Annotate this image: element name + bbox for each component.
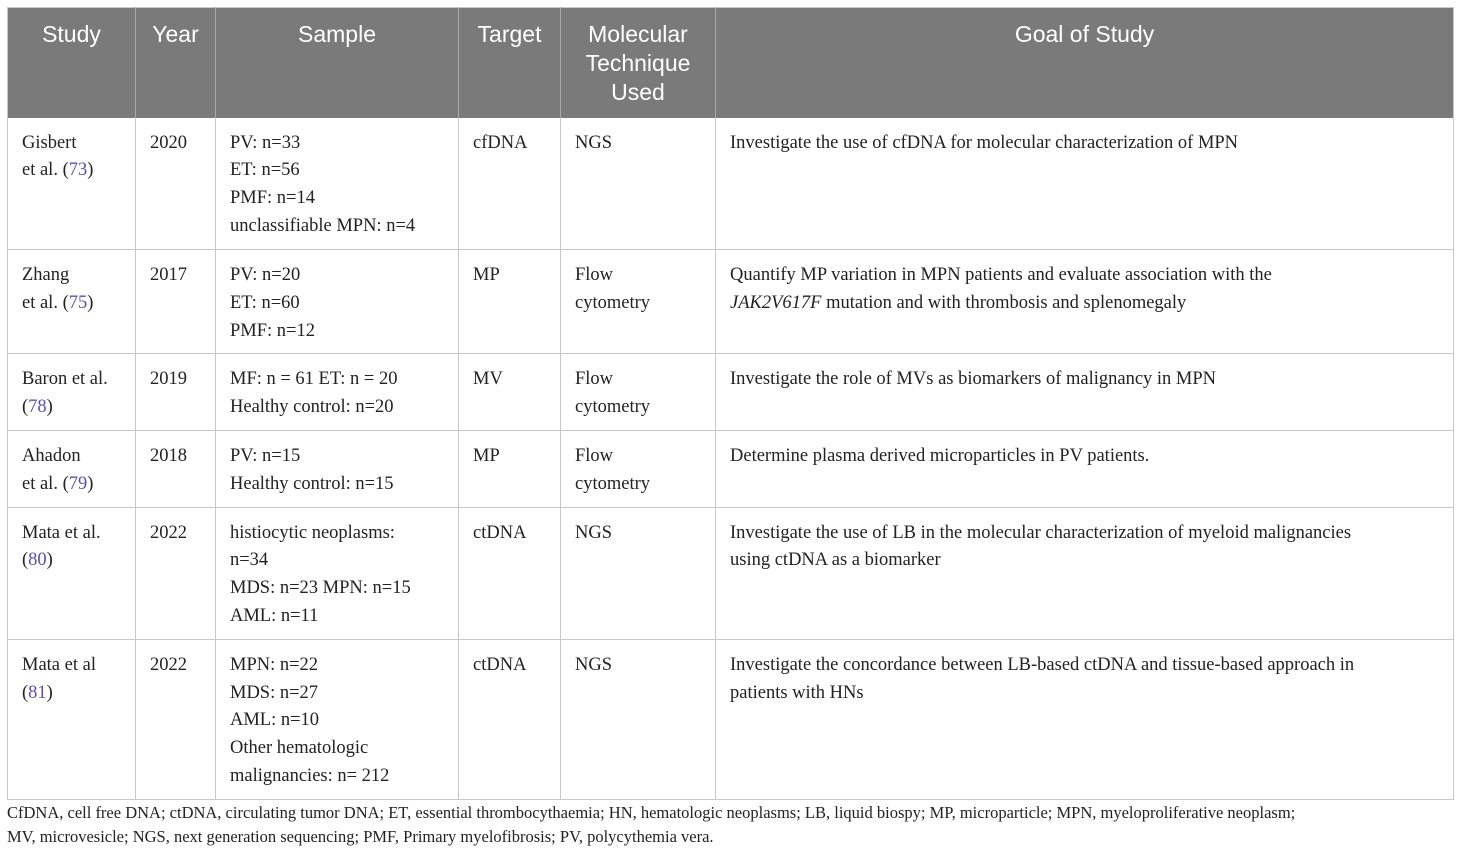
sample-line: AML: n=10 bbox=[230, 710, 320, 731]
cell-target: MV bbox=[459, 354, 561, 431]
sample-line: unclassifiable MPN: n=4 bbox=[230, 215, 416, 236]
cell-goal bbox=[716, 507, 1454, 639]
cell-goal: Investigate the role of MVs as biomarkers of malignancy in MPN bbox=[716, 354, 1454, 431]
study-author: Gisbert bbox=[22, 132, 77, 153]
table-row bbox=[8, 507, 1454, 639]
study-etal: et al. ( bbox=[22, 473, 69, 494]
cell-study bbox=[8, 507, 136, 639]
sample-line: PV: n=20 bbox=[230, 265, 301, 285]
sample-line: MDS: n=27 bbox=[230, 682, 319, 703]
sample-line: Other hematologic bbox=[230, 738, 369, 759]
cell-goal bbox=[716, 639, 1454, 799]
header-sample: Sample bbox=[216, 8, 459, 118]
sample-line: histiocytic neoplasms: bbox=[230, 522, 395, 543]
technique-line: NGS bbox=[575, 654, 613, 675]
sample-line: MDS: n=23 MPN: n=15 bbox=[230, 578, 411, 599]
study-author: Baron et al. bbox=[22, 369, 108, 390]
study-close: ) bbox=[87, 292, 94, 313]
header-technique-line: Molecular bbox=[588, 21, 688, 47]
cell-goal: Determine plasma derived microparticles in PV patients. bbox=[716, 430, 1454, 507]
cell-sample bbox=[216, 118, 459, 250]
technique-line: Flow bbox=[575, 445, 614, 466]
cell-goal: Investigate the use of cfDNA for molecular characterization of MPN bbox=[716, 118, 1454, 250]
cell-technique bbox=[561, 507, 716, 639]
sample-line: malignancies: n= 212 bbox=[230, 765, 390, 786]
study-author: Zhang bbox=[22, 265, 70, 285]
cell-target: cfDNA bbox=[459, 118, 561, 250]
cell-sample bbox=[216, 250, 459, 354]
cell-study bbox=[8, 354, 136, 431]
cell-goal bbox=[716, 250, 1454, 354]
cell-year: 2017 bbox=[136, 250, 216, 354]
cell-target: MP bbox=[459, 430, 561, 507]
table-footnote bbox=[7, 801, 1453, 848]
cell-sample bbox=[216, 639, 459, 799]
sample-line: AML: n=11 bbox=[230, 605, 319, 626]
reference-link[interactable]: 79 bbox=[68, 473, 88, 494]
goal-line: using ctDNA as a biomarker bbox=[730, 550, 941, 571]
cell-year: 2022 bbox=[136, 639, 216, 799]
table-row bbox=[8, 118, 1454, 250]
sample-line: Healthy control: n=20 bbox=[230, 397, 394, 418]
header-study: Study bbox=[8, 8, 136, 118]
goal-line: patients with HNs bbox=[730, 682, 864, 703]
cell-target: ctDNA bbox=[459, 639, 561, 799]
technique-line: Flow bbox=[575, 369, 614, 390]
reference-link[interactable]: 80 bbox=[28, 550, 47, 571]
sample-line: Healthy control: n=15 bbox=[230, 473, 394, 494]
cell-technique bbox=[561, 430, 716, 507]
sample-line: ET: n=56 bbox=[230, 160, 300, 181]
cell-sample bbox=[216, 507, 459, 639]
study-etal: ( bbox=[22, 682, 29, 703]
technique-line: Flow bbox=[575, 265, 614, 285]
reference-link[interactable]: 78 bbox=[28, 397, 47, 418]
cell-technique bbox=[561, 639, 716, 799]
studies-table bbox=[7, 7, 1454, 800]
footnote-line: MV, microvesicle; NGS, next generation sequencing; PMF, Primary myelofibrosis; PV, polycythemia vera. bbox=[7, 826, 714, 846]
goal-line: Investigate the concordance between LB-based ctDNA and tissue-based approach in bbox=[730, 654, 1355, 675]
technique-line: cytometry bbox=[575, 292, 651, 313]
table-row bbox=[8, 354, 1454, 431]
sample-line: ET: n=60 bbox=[230, 292, 300, 313]
header-target: Target bbox=[459, 8, 561, 118]
study-etal: et al. ( bbox=[22, 160, 69, 181]
study-close: ) bbox=[87, 473, 94, 494]
study-author: Mata et al. bbox=[22, 522, 101, 543]
cell-target: ctDNA bbox=[459, 507, 561, 639]
cell-year: 2019 bbox=[136, 354, 216, 431]
sample-line: PMF: n=14 bbox=[230, 188, 315, 209]
study-etal: et al. ( bbox=[22, 292, 69, 313]
cell-study bbox=[8, 250, 136, 354]
study-author: Ahadon bbox=[22, 445, 81, 466]
goal-line-end: mutation and with thrombosis and splenomegaly bbox=[821, 292, 1187, 313]
header-technique-line: Technique bbox=[585, 50, 691, 76]
table-wrapper bbox=[7, 7, 1453, 800]
table-row bbox=[8, 250, 1454, 354]
sample-line: PV: n=33 bbox=[230, 132, 301, 153]
study-etal: ( bbox=[22, 397, 29, 418]
study-close: ) bbox=[46, 397, 53, 418]
table-row bbox=[8, 430, 1454, 507]
cell-target: MP bbox=[459, 250, 561, 354]
cell-sample bbox=[216, 430, 459, 507]
table-row bbox=[8, 639, 1454, 799]
header-year: Year bbox=[136, 8, 216, 118]
cell-technique bbox=[561, 354, 716, 431]
gene-mutation-name: JAK2V617F bbox=[730, 292, 822, 313]
study-etal: ( bbox=[22, 550, 29, 571]
cell-sample bbox=[216, 354, 459, 431]
technique-line: cytometry bbox=[575, 473, 651, 494]
study-close: ) bbox=[46, 550, 53, 571]
sample-line: MF: n = 61 ET: n = 20 bbox=[230, 369, 398, 390]
reference-link[interactable]: 81 bbox=[28, 682, 47, 703]
cell-study bbox=[8, 118, 136, 250]
header-technique-line: Used bbox=[611, 79, 665, 105]
cell-year: 2020 bbox=[136, 118, 216, 250]
cell-study bbox=[8, 430, 136, 507]
study-author: Mata et al bbox=[22, 654, 96, 675]
cell-year: 2018 bbox=[136, 430, 216, 507]
cell-technique bbox=[561, 118, 716, 250]
header-goal: Goal of Study bbox=[716, 8, 1454, 118]
sample-line: PMF: n=12 bbox=[230, 320, 315, 341]
header-technique bbox=[561, 8, 716, 118]
study-close: ) bbox=[46, 682, 53, 703]
footnote-line: CfDNA, cell free DNA; ctDNA, circulating tumor DNA; ET, essential thrombocythaemia; HN, hematologic neoplasms; LB, liquid biospy; MP, microparticle; MPN, myeloproliferative neoplasm; bbox=[7, 803, 1296, 822]
header-row bbox=[8, 8, 1454, 118]
reference-link[interactable]: 75 bbox=[68, 292, 88, 313]
sample-line: n=34 bbox=[230, 550, 269, 571]
goal-line: Quantify MP variation in MPN patients and evaluate association with the bbox=[730, 265, 1272, 285]
reference-link[interactable]: 73 bbox=[68, 160, 88, 181]
goal-line: Investigate the use of LB in the molecular characterization of myeloid malignancies bbox=[730, 522, 1352, 543]
sample-line: MPN: n=22 bbox=[230, 654, 319, 675]
technique-line: NGS bbox=[575, 132, 613, 153]
study-close: ) bbox=[87, 160, 94, 181]
cell-technique bbox=[561, 250, 716, 354]
sample-line: PV: n=15 bbox=[230, 445, 301, 466]
cell-year: 2022 bbox=[136, 507, 216, 639]
technique-line: cytometry bbox=[575, 397, 651, 418]
cell-study bbox=[8, 639, 136, 799]
technique-line: NGS bbox=[575, 522, 613, 543]
